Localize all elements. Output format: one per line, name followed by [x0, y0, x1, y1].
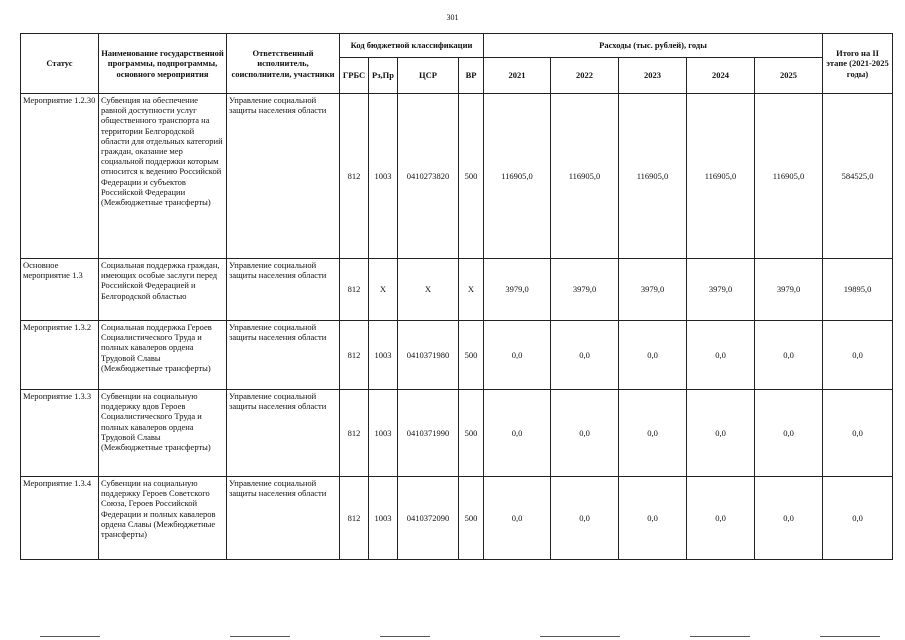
value-cell-2023: 116905,0: [619, 94, 687, 259]
total-cell: 0,0: [823, 321, 893, 390]
value-cell-2022: 0,0: [551, 390, 619, 477]
value-cell-2021: 116905,0: [484, 94, 551, 259]
header-year-2024: 2024: [687, 58, 755, 94]
name-cell: Социальная поддержка граждан, имеющих особые заслуги перед Российской Федерацией и Белгородской областью: [99, 259, 227, 321]
name-cell: Субвенции на социальную поддержку Героев Советского Союза, Героев Российской Федерации и полных кавалеров ордена Славы (Межбюджетные трансферты): [99, 477, 227, 560]
scan-artifact-line: [40, 636, 100, 637]
grbs-cell: 812: [340, 477, 369, 560]
value-cell-2024: 3979,0: [687, 259, 755, 321]
value-cell-2025: 0,0: [755, 321, 823, 390]
table-row: [21, 94, 893, 259]
table-row: [21, 321, 893, 390]
csr-cell: 0410371980: [398, 321, 459, 390]
name-cell: Субвенции на социальную поддержку вдов Героев Социалистического Труда и полных кавалеров ордена Трудовой Славы (Межбюджетные трансферты): [99, 390, 227, 477]
scan-artifact-line: [540, 636, 620, 637]
value-cell-2021: 3979,0: [484, 259, 551, 321]
value-cell-2024: 0,0: [687, 477, 755, 560]
budget-table: [20, 33, 893, 560]
header-row-1: [21, 34, 893, 58]
value-cell-2023: 0,0: [619, 390, 687, 477]
page-number: 301: [446, 13, 459, 22]
csr-cell: 0410273820: [398, 94, 459, 259]
value-cell-2024: 116905,0: [687, 94, 755, 259]
rzpr-cell: 1003: [369, 94, 398, 259]
status-cell: Мероприятие 1.3.3: [21, 390, 99, 477]
scan-artifact-line: [230, 636, 290, 637]
value-cell-2022: 0,0: [551, 321, 619, 390]
responsible-cell: Управление социальной защиты населения области: [227, 390, 340, 477]
header-year-2023: 2023: [619, 58, 687, 94]
header-csr: ЦСР: [398, 58, 459, 94]
total-cell: 0,0: [823, 477, 893, 560]
total-cell: 584525,0: [823, 94, 893, 259]
value-cell-2024: 0,0: [687, 390, 755, 477]
status-cell: Мероприятие 1.3.2: [21, 321, 99, 390]
grbs-cell: 812: [340, 94, 369, 259]
csr-cell: 0410372090: [398, 477, 459, 560]
scan-artifact-line: [820, 636, 880, 637]
value-cell-2025: 0,0: [755, 390, 823, 477]
header-total: Итого на II этапе (2021-2025 годы): [823, 34, 893, 94]
header-vr: ВР: [459, 58, 484, 94]
value-cell-2025: 116905,0: [755, 94, 823, 259]
table-row: [21, 259, 893, 321]
value-cell-2022: 116905,0: [551, 94, 619, 259]
total-cell: 0,0: [823, 390, 893, 477]
scan-artifact-line: [380, 636, 430, 637]
header-rzpr: Рз,Пр: [369, 58, 398, 94]
value-cell-2021: 0,0: [484, 477, 551, 560]
responsible-cell: Управление социальной защиты населения области: [227, 259, 340, 321]
rzpr-cell: 1003: [369, 477, 398, 560]
total-cell: 19895,0: [823, 259, 893, 321]
csr-cell: 0410371990: [398, 390, 459, 477]
vr-cell: 500: [459, 94, 484, 259]
header-year-2025: 2025: [755, 58, 823, 94]
status-cell: Мероприятие 1.3.4: [21, 477, 99, 560]
vr-cell: 500: [459, 390, 484, 477]
value-cell-2025: 0,0: [755, 477, 823, 560]
table-row: [21, 390, 893, 477]
name-cell: Социальная поддержка Героев Социалистического Труда и полных кавалеров ордена Трудовой Славы (Межбюджетные трансферты): [99, 321, 227, 390]
header-year-2021: 2021: [484, 58, 551, 94]
responsible-cell: Управление социальной защиты населения области: [227, 477, 340, 560]
value-cell-2023: 0,0: [619, 321, 687, 390]
value-cell-2023: 3979,0: [619, 259, 687, 321]
scan-artifact-line: [690, 636, 750, 637]
header-expenses: Расходы (тыс. рублей), годы: [484, 34, 823, 58]
grbs-cell: 812: [340, 390, 369, 477]
rzpr-cell: 1003: [369, 390, 398, 477]
rzpr-cell: 1003: [369, 321, 398, 390]
grbs-cell: 812: [340, 321, 369, 390]
csr-cell: X: [398, 259, 459, 321]
header-year-2022: 2022: [551, 58, 619, 94]
responsible-cell: Управление социальной защиты населения области: [227, 321, 340, 390]
header-grbs: ГРБС: [340, 58, 369, 94]
value-cell-2023: 0,0: [619, 477, 687, 560]
grbs-cell: 812: [340, 259, 369, 321]
rzpr-cell: X: [369, 259, 398, 321]
value-cell-2022: 0,0: [551, 477, 619, 560]
status-cell: Основное мероприятие 1.3: [21, 259, 99, 321]
name-cell: Субвенция на обеспечение равной доступности услуг общественного транспорта на территории Белгородской области для отдельных категорий граждан, оказание мер социальной поддержки которым относится к ведению Российской Федерации и субъектов Российской Федерации (Межбюджетные трансферты): [99, 94, 227, 259]
header-status: Статус: [21, 34, 99, 94]
vr-cell: 500: [459, 477, 484, 560]
value-cell-2025: 3979,0: [755, 259, 823, 321]
value-cell-2021: 0,0: [484, 390, 551, 477]
header-responsible: Ответственный исполнитель, соисполнители, участники: [227, 34, 340, 94]
value-cell-2021: 0,0: [484, 321, 551, 390]
header-name: Наименование государственной программы, подпрограммы, основного мероприятия: [99, 34, 227, 94]
value-cell-2024: 0,0: [687, 321, 755, 390]
vr-cell: X: [459, 259, 484, 321]
status-cell: Мероприятие 1.2.30: [21, 94, 99, 259]
vr-cell: 500: [459, 321, 484, 390]
value-cell-2022: 3979,0: [551, 259, 619, 321]
header-budget-code: Код бюджетной классификации: [340, 34, 484, 58]
table-row: [21, 477, 893, 560]
responsible-cell: Управление социальной защиты населения области: [227, 94, 340, 259]
